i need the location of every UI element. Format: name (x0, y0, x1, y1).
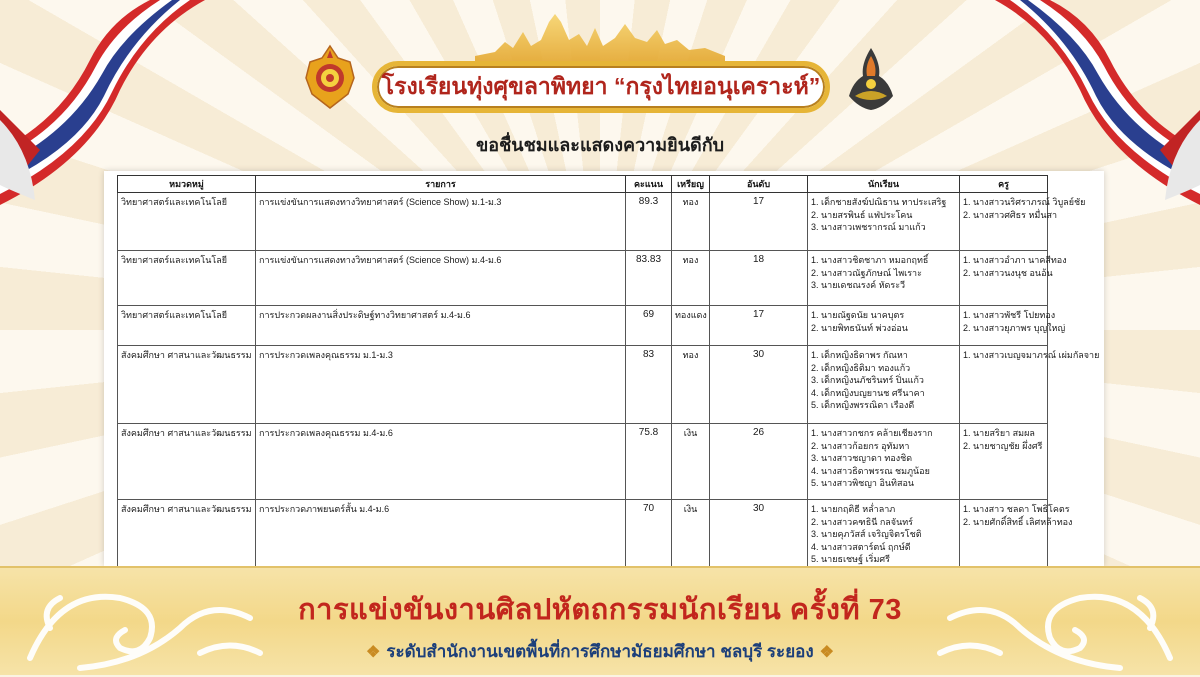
cell-teachers (960, 424, 1048, 500)
header (0, 0, 1200, 170)
cell-students (808, 193, 960, 251)
cell-score: 89.3 (626, 193, 672, 251)
table-row (118, 346, 1048, 424)
cell-category: วิทยาศาสตร์และเทคโนโลยี (118, 306, 256, 346)
results-document (104, 171, 1104, 566)
cell-score: 83.83 (626, 251, 672, 306)
cell-category: สังคมศึกษา ศาสนาและวัฒนธรรม (118, 424, 256, 500)
cell-rank: 26 (710, 424, 808, 500)
cell-score: 83 (626, 346, 672, 424)
cell-rank: 17 (710, 193, 808, 251)
student-name: 3. นายคุภวัสส์ เจริญจิตรโชติ (811, 529, 922, 539)
contest-subtitle (0, 638, 1200, 665)
cell-category: วิทยาศาสตร์และเทคโนโลยี (118, 193, 256, 251)
column-header-medal: เหรียญ (672, 176, 710, 193)
student-name: 1. นายกฤติธี หล่ำลาภ (811, 504, 896, 514)
contest-subtitle-text: ระดับสำนักงานเขตพื้นที่การศึกษามัธยมศึกษา ชลบุรี ระยอง (386, 642, 814, 661)
student-name: 1. นางสาวชิตชาภา หมอกฤทธิ์ (811, 255, 929, 265)
teacher-name: 1. นางสาวเบญจมาภรณ์ เผ่มกัลจาย (963, 350, 1100, 360)
ornament-icon: ❖ (819, 644, 835, 661)
cell-rank: 30 (710, 346, 808, 424)
cell-medal: ทอง (672, 193, 710, 251)
cell-students (808, 306, 960, 346)
contest-title: การแข่งขันงานศิลปหัตถกรรมนักเรียน ครั้งที่ 73 (298, 594, 902, 626)
student-name: 2. นางสาวคฑธินี กลจันทร์ (811, 516, 914, 527)
table-row (118, 193, 1048, 251)
teacher-name: 1. นางสาวพัชรี โปยทอง (963, 310, 1056, 320)
cell-teachers (960, 346, 1100, 424)
student-name: 1. เด็กชายสังฆ์ปณิธาน ทาประเสริฐ (811, 197, 947, 207)
student-name: 1. เด็กหญิงธิดาพร กัณหา (811, 350, 908, 360)
cell-category: สังคมศึกษา ศาสนาและวัฒนธรรม (118, 346, 256, 424)
teacher-name: 2. นายชาญชัย ผึ่งศรี (963, 440, 1043, 451)
student-name: 3. นางสาวชญาดา ทองชิด (811, 453, 913, 463)
teacher-name: 2. นางสาวนงนุช อนอ้น (963, 267, 1053, 278)
column-header-event: รายการ (256, 176, 626, 193)
cell-students (808, 251, 960, 306)
student-name: 2. นายพิทธนันท์ พ่วงอ่อน (811, 322, 908, 333)
teacher-name: 1. นายสริยา สมผล (963, 428, 1035, 438)
student-name: 2. เด็กหญิงธิติมา ทองแก้ว (811, 362, 911, 373)
cell-event: การแข่งขันการแสดงทางวิทยาศาสตร์ (Science Show) ม.4-ม.6 (256, 251, 626, 306)
cell-teachers (960, 193, 1086, 251)
school-emblem-icon (843, 46, 899, 112)
cell-medal: เงิน (672, 424, 710, 500)
cell-rank: 18 (710, 251, 808, 306)
table-row (118, 306, 1048, 346)
results-table (117, 175, 1100, 578)
student-name: 5. นางสาวพิชญา อินทิสอน (811, 478, 915, 488)
obec-emblem-icon (302, 44, 358, 110)
cell-score: 75.8 (626, 424, 672, 500)
teacher-name: 2. นายศักดิ์สิทธิ์ เลิศหล้าทอง (963, 516, 1073, 527)
student-name: 5. เด็กหญิงพรรณิดา เรืองดี (811, 400, 915, 410)
cell-students (808, 346, 960, 424)
cell-teachers (960, 306, 1066, 346)
student-name: 2. นางสาวก้อยกร อุทัมหา (811, 440, 910, 451)
ornament-icon: ❖ (365, 644, 381, 661)
cell-category: วิทยาศาสตร์และเทคโนโลยี (118, 251, 256, 306)
student-name: 3. นางสาวเพชรากรณ์ มาแก้ว (811, 222, 926, 232)
table-row (118, 251, 1048, 306)
cell-score: 70 (626, 500, 672, 578)
cell-medal: ทอง (672, 251, 710, 306)
table-header-row (118, 176, 1048, 193)
teacher-name: 1. นางสาวนริศราภรณ์ วิบูลย์ชัย (963, 197, 1086, 207)
teacher-name: 2. นางสาวยุภาพร บุญใหญ่ (963, 322, 1066, 333)
table-row (118, 424, 1048, 500)
column-header-category: หมวดหมู่ (118, 176, 256, 193)
student-name: 3. เด็กหญิงนภัชรินทร์ ปิ่นแก้ว (811, 375, 924, 385)
cell-medal: เงิน (672, 500, 710, 578)
column-header-rank: อันดับ (710, 176, 808, 193)
school-title: โรงเรียนทุ่งศุขลาพิทยา “กรุงไทยอนุเคราะห์” (372, 61, 830, 113)
student-name: 4. เด็กหญิงบญยานช ศรีนาคา (811, 387, 925, 398)
contest-banner (0, 566, 1200, 675)
student-name: 1. นายณัฐดนัย นาคบุตร (811, 310, 905, 320)
student-name: 2. นายสรพินธ์ แฟ่ประโคน (811, 209, 913, 220)
temple-skyline-icon (475, 12, 725, 64)
cell-event: การประกวดเพลงคุณธรรม ม.1-ม.3 (256, 346, 626, 424)
cell-event: การประกวดเพลงคุณธรรม ม.4-ม.6 (256, 424, 626, 500)
student-name: 4. นางสาวสตาร์ตน์ ฤกษ์ดี (811, 541, 911, 552)
cell-category: สังคมศึกษา ศาสนาและวัฒนธรรม (118, 500, 256, 578)
student-name: 1. นางสาวกชกร คล้ายเชียงราก (811, 428, 933, 438)
congratulations-subtitle: ขอชื่นชมและแสดงความยินดีกับ (475, 135, 725, 155)
cell-event: การประกวดภาพยนตร์สั้น ม.4-ม.6 (256, 500, 626, 578)
cell-rank: 30 (710, 500, 808, 578)
column-header-students: นักเรียน (808, 176, 960, 193)
student-name: 5. นายธเชษฐ์ เริ่มศรี (811, 554, 890, 564)
teacher-name: 1. นางสาว ชลดา โพธิโคตร (963, 504, 1070, 514)
cell-score: 69 (626, 306, 672, 346)
column-header-teachers: ครู (960, 176, 1048, 193)
cell-medal: ทอง (672, 346, 710, 424)
cell-medal: ทองแดง (672, 306, 710, 346)
cell-students (808, 424, 960, 500)
student-name: 2. นางสาวณัฐภักษณ์ ไพเราะ (811, 267, 922, 278)
cell-event: การแข่งขันการแสดงทางวิทยาศาสตร์ (Science Show) ม.1-ม.3 (256, 193, 626, 251)
cell-event: การประกวดผลงานสิ่งประดิษฐ์ทางวิทยาศาสตร์ ม.4-ม.6 (256, 306, 626, 346)
student-name: 4. นางสาวธิดาพรรณ ชมภูน้อย (811, 465, 930, 476)
cell-rank: 17 (710, 306, 808, 346)
student-name: 3. นายเดชณรงค์ หัดระวี (811, 280, 906, 290)
column-header-score: คะแนน (626, 176, 672, 193)
teacher-name: 1. นางสาวอำภา นาคสีทอง (963, 255, 1067, 265)
cell-teachers (960, 251, 1067, 306)
teacher-name: 2. นางสาวศศิธร หมื่นสา (963, 209, 1058, 220)
